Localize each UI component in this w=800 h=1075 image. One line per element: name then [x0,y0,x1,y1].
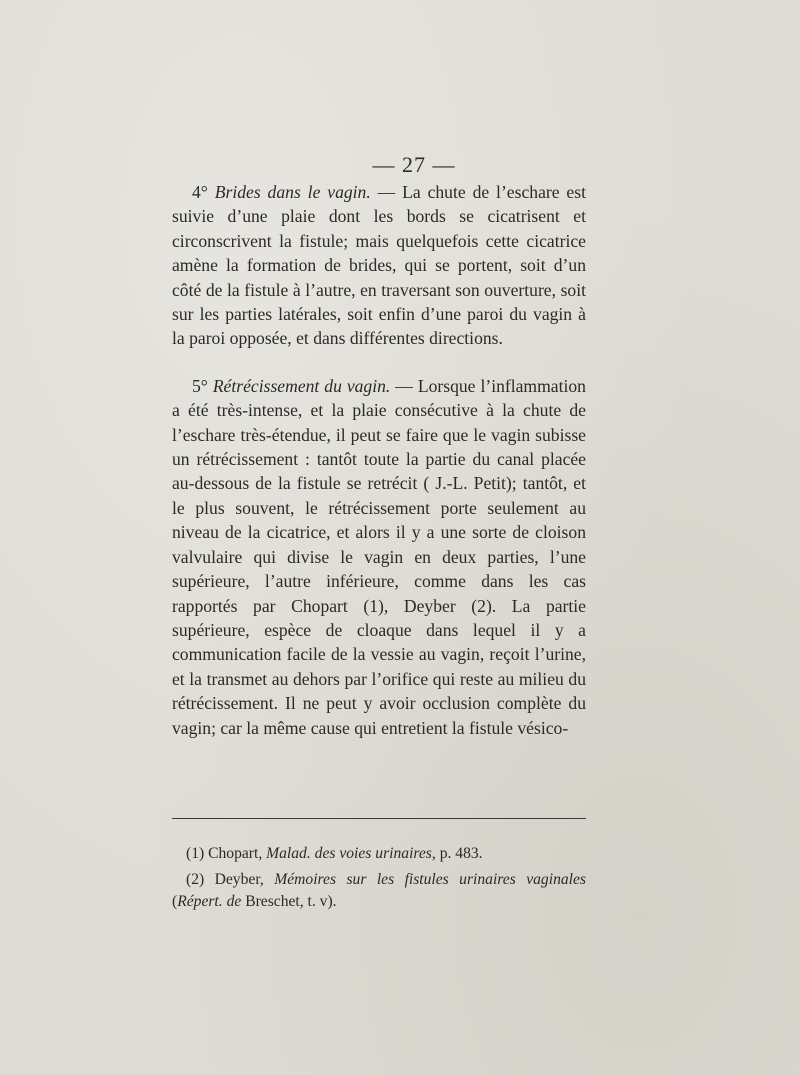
page-number: — 27 — [372,152,456,177]
footnote-1 [172,843,586,865]
footnote-page: p. 483. [439,845,483,862]
main-text [172,180,586,740]
footnote-author: Deyber, [214,871,264,888]
paragraph-retrecissement [172,374,586,740]
paragraph-brides [172,180,586,351]
paragraph-heading: Brides dans le vagin. [214,182,371,202]
footnote-rest: Breschet, t. v). [245,893,337,910]
footnote-repertoire: Répert. de [177,893,242,910]
footnote-author: Chopart, [208,845,263,862]
footnote-2 [172,869,586,913]
footnote-divider [172,818,586,819]
footnotes [172,843,586,913]
paragraph-body: — Lorsque l’inflammation a été très-intense, et la plaie consécutive à la chute de l’eschare très-étendue, il peut se faire que le vagin subisse un rétrécissement : tantôt toute la partie du canal placée au-dessous de la fistule se retrécit ( J.-L. Petit); tantôt, et le plus souvent, le rétrécissement porte seulement au niveau de la cicatrice, et alors il y a une sorte de cloison valvulaire qui divise le vagin en deux parties, l’une supérieure, l’autre inférieure, comme dans les cas rapportés par Chopart (1), Deyber (2). La partie supérieure, espèce de cloaque dans lequel il y a communication facile de la vessie au vagin, reçoit l’urine, et la transmet au dehors par l’orifice qui reste au milieu du rétrécissement. Il ne peut y avoir occlusion complète du vagin; car la même cause qui entretient la fistule vésico- [172,375,586,738]
footnote-title: Malad. des voies urinaires, [266,845,436,862]
footnote-marker: (1) [186,845,205,862]
paragraph-number: 4° [192,182,208,202]
paragraph-number: 5° [192,375,208,396]
footnote-paren: ( [172,893,178,910]
footnote-title: Mémoires sur les fistules urinaires vaginales [274,871,586,888]
paragraph-body: — La chute de l’eschare est suivie d’une plaie dont les bords se cicatrisent et circonscrivent la fistule; mais quelquefois cette cicatrice amène la formation de brides, qui se portent, soit d’un côté de la fistule à l’autre, en traversant son ouverture, soit sur les parties latérales, soit enfin d’une paroi du vagin à la paroi opposée, et dans différentes directions. [172,182,586,349]
paragraph-heading: Rétrécissement du vagin. [212,375,391,396]
footnote-marker: (2) [186,871,205,888]
